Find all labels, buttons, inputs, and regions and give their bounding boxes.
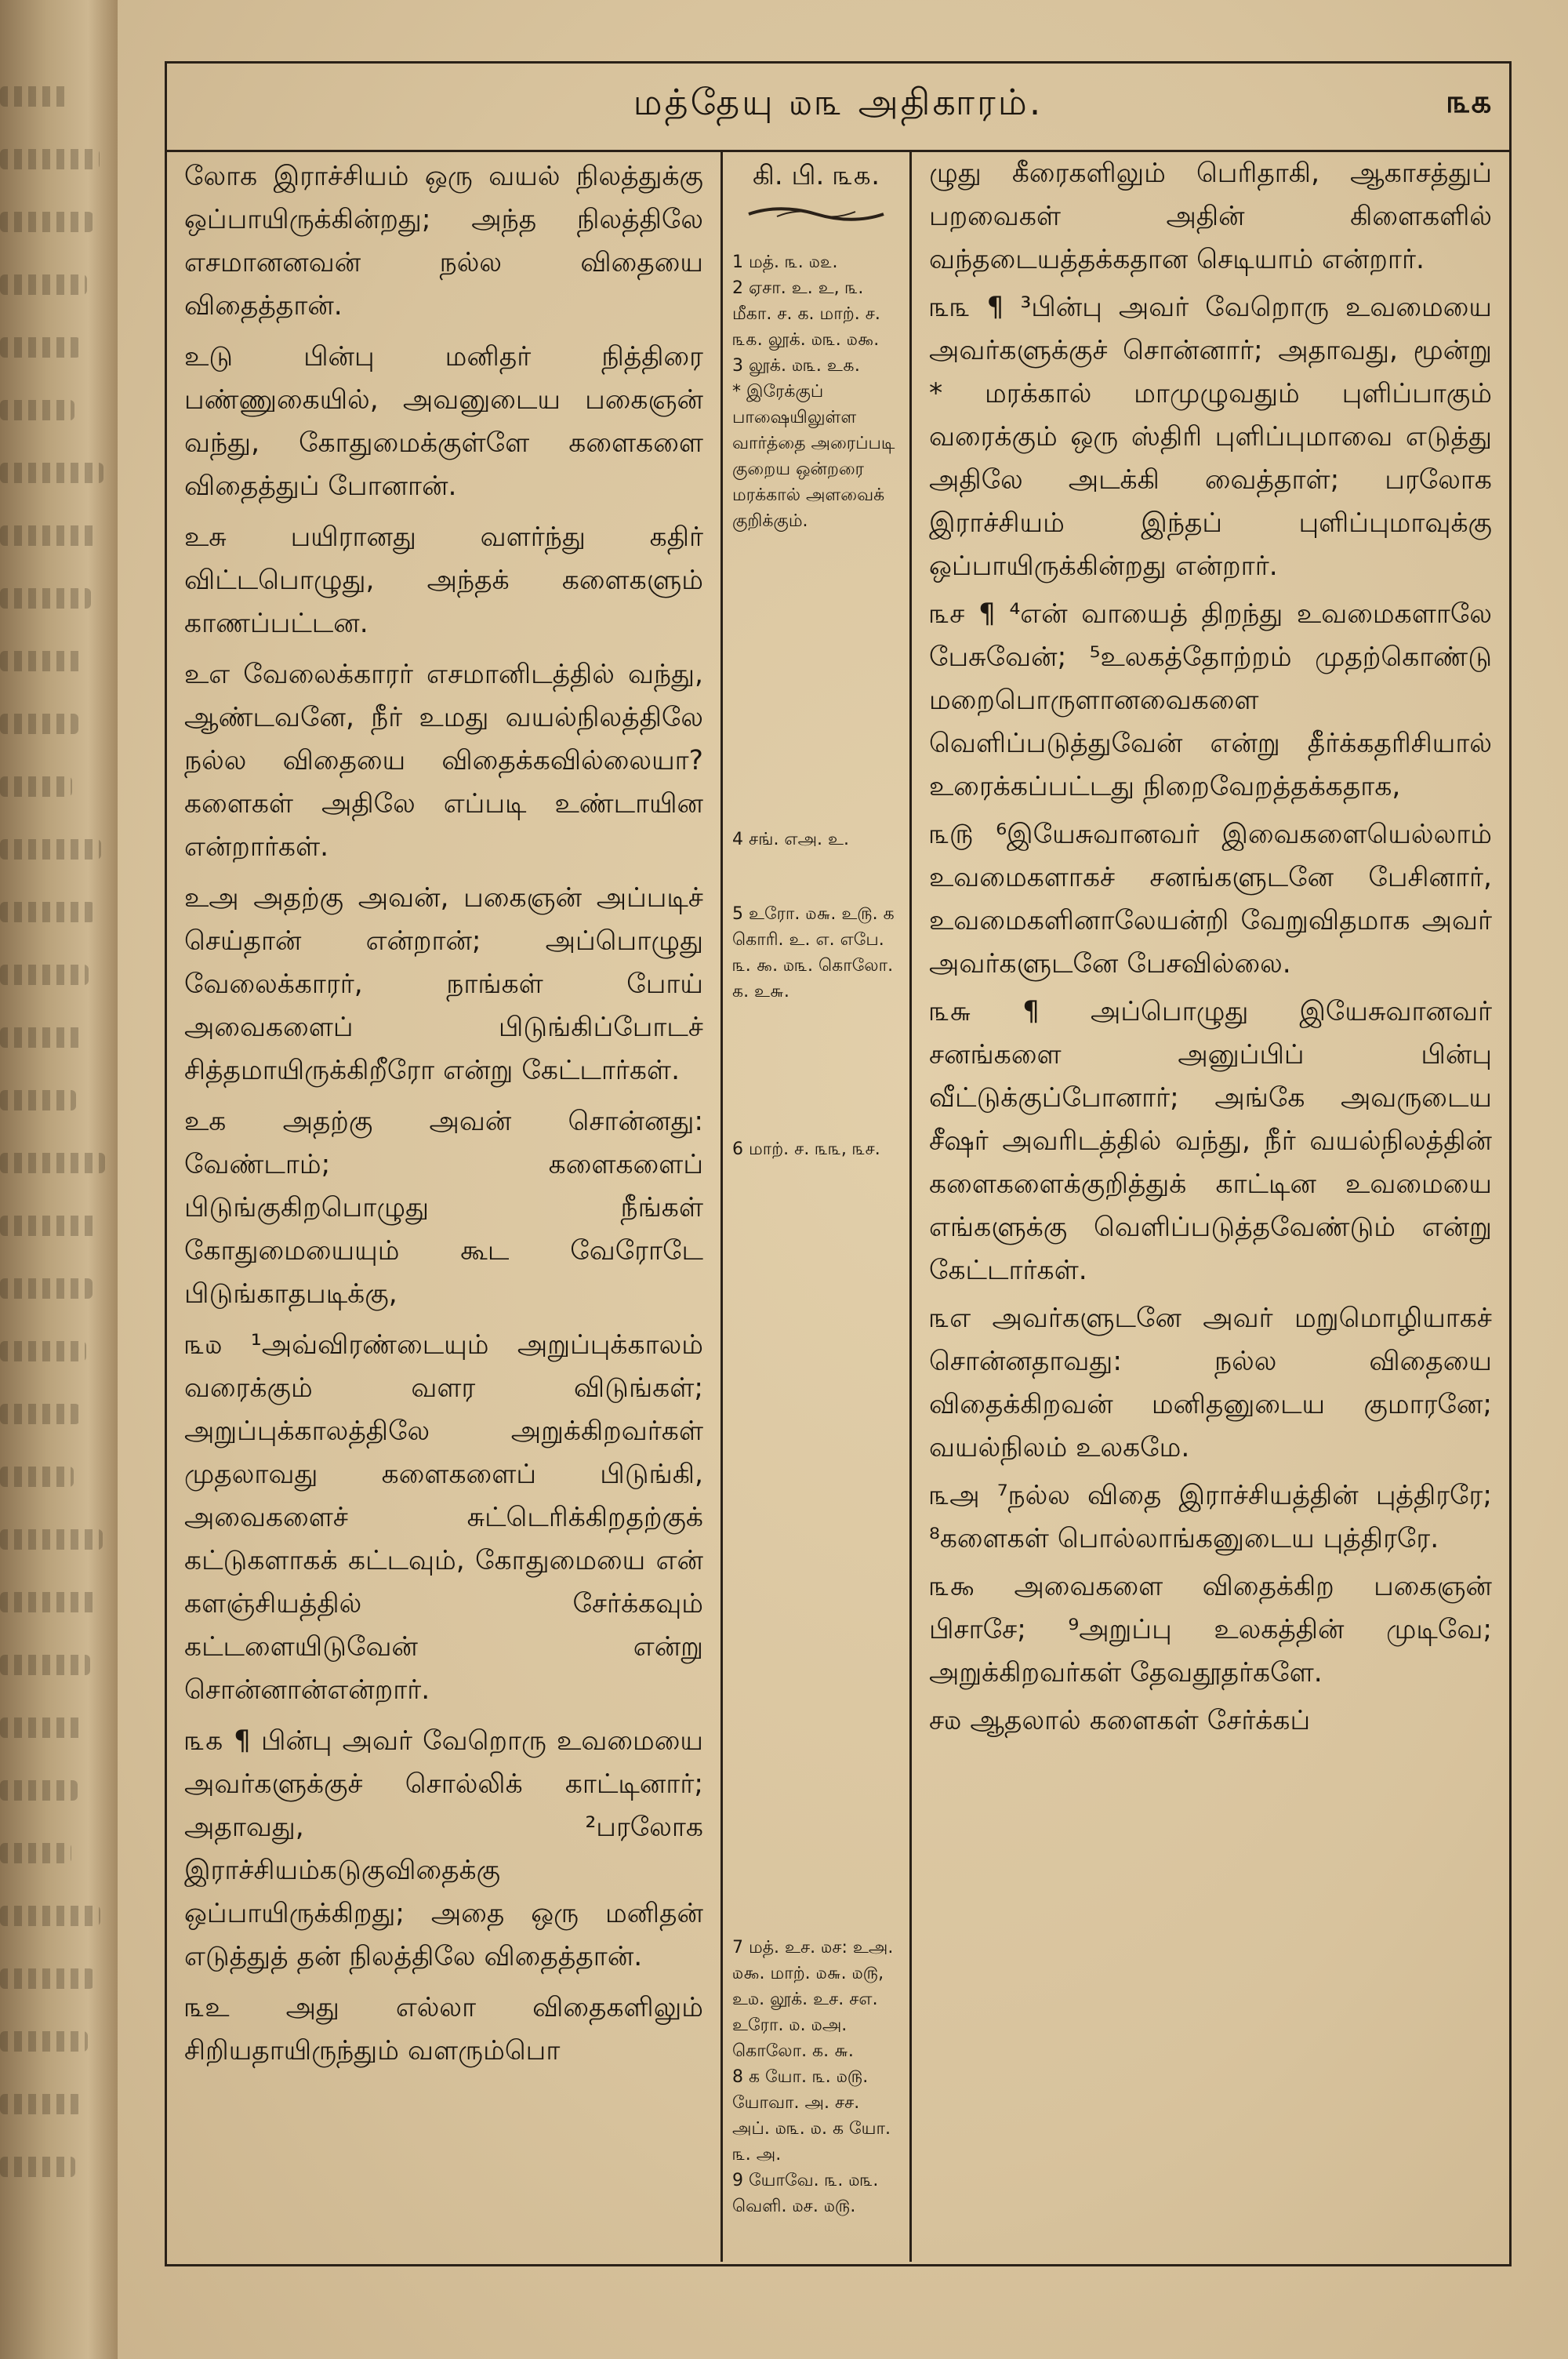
facing-page-text-line — [0, 149, 100, 169]
verse-paragraph: உக அதற்கு அவன் சொன்னது: வேண்டாம்; களைகளைப் பிடுங்குகிறபொழுது நீங்கள் கோதுமையையும் கூட வேரோடே பிடுங்காதபடிக்கு, — [184, 1106, 703, 1310]
verse-paragraph: ௩உ அது எல்லா விதைகளிலும் சிறியதாயிருந்தும் வளரும்பொ — [184, 1992, 703, 2066]
verse-paragraph: உடு பின்பு மனிதர் நித்திரை பண்ணுகையில், அவனுடைய பகைஞன் வந்து, கோதுமைக்குள்ளே களைகளை விதைத்துப் போனான். — [184, 341, 703, 502]
verse-paragraph: ௩௫ ⁶இயேசுவானவர் இவைகளையெல்லாம் உவமைகளாகச் சனங்களுடனே பேசினார், உவமைகளினாலேயன்றி வேறுவிதமாக அவர் அவர்களுடனே பேசவில்லை. — [929, 819, 1492, 980]
reference-list — [723, 249, 909, 534]
cross-reference: 3 லூக். ௰௩. உ௧. — [732, 356, 860, 376]
facing-page-text-line — [0, 1027, 82, 1048]
cross-reference: 5 உரோ. ௰௬. உ௫. க கொரி. உ. எ. எபே. ௩. ௯. ௰௩. கொலோ. க. உ௬. — [732, 904, 895, 1001]
verse-paragraph: ழுது கீரைகளிலும் பெரிதாகி, ஆகாசத்துப் பறவைகள் அதின் கிளைகளில் வந்தடையத்தக்கதான செடியாம் என்றார். — [929, 158, 1492, 275]
verse-paragraph: ௩எ அவர்களுடனே அவர் மறுமொழியாகச் சொன்னதாவது: நல்ல விதையை விதைக்கிறவன் மனிதனுடைய குமாரனே; வயல்நிலம் உலகமே. — [929, 1303, 1492, 1463]
facing-page-text-line — [0, 274, 87, 295]
right-text-column — [912, 152, 1509, 2262]
facing-page-text-line — [0, 1843, 71, 1863]
cross-reference: 7 மத். உச. ௰ச: உஅ. ௰௯. மாற். ௰௬. ௰௫, உ௰. லூக். உச. சஎ. உரோ. ௰. ௰அ. கொலோ. க. ௬. — [732, 1938, 894, 2061]
verse-paragraph: லோக இராச்சியம் ஒரு வயல் நிலத்துக்கு ஒப்பாயிருக்கின்றது; அந்த நிலத்திலே எசமானனவன் நல்ல விதையை விதைத்தான். — [184, 161, 703, 322]
cross-reference: * இரேக்குப் பாஷையிலுள்ள வார்த்தை அரைப்படி குறைய ஒன்றரை மரக்கால் அளவைக் குறிக்கும். — [732, 382, 895, 531]
facing-page-text-line — [0, 965, 89, 985]
facing-page-text-line — [0, 776, 72, 797]
verse-paragraph: ௩௧ ¶ பின்பு அவர் வேறொரு உவமையை அவர்களுக்குச் சொல்லிக் காட்டினார்; அதாவது, ²பரலோக இராச்சியம்கடுகுவிதைக்கு ஒப்பாயிருக்கிறது; அதை ஒரு மனிதன் எடுத்துத் தன் நிலத்திலே விதைத்தான். — [184, 1725, 703, 1972]
cross-reference: 4 சங். எஅ. உ. — [732, 830, 849, 849]
facing-page-text-line — [0, 1592, 96, 1612]
verse-paragraph: ௩ச ¶ ⁴என் வாயைத் திறந்து உவமைகளாலே பேசுவேன்; ⁵உலகத்தோற்றம் முதற்கொண்டு மறைபொருளானவைகளை வெளிப்படுத்துவேன் என்று தீர்க்கதரிசியால் உரைக்கப்பட்டது நிறைவேறத்தக்கதாக, — [929, 598, 1492, 802]
facing-page-text-line — [0, 651, 85, 671]
facing-page-text-line — [0, 1216, 99, 1236]
facing-page-text-line — [0, 400, 74, 420]
facing-page-text-line — [0, 1968, 94, 1989]
facing-page-text-line — [0, 2157, 75, 2177]
page-frame — [165, 61, 1512, 2266]
verse-paragraph: ௩௰ ¹அவ்விரண்டையும் அறுப்புக்காலம் வரைக்கும் வளர விடுங்கள்; அறுப்புக்காலத்திலே அறுக்கிறவர்கள் முதலாவது களைகளைப் பிடுங்கி, அவைகளைச் சுட்டெரிக்கிறதற்குக் கட்டுகளாகக் கட்டவும், கோதுமையை என் களஞ்சியத்தில் சேர்க்கவும் கட்டளையிடுவேன் என்று சொன்னான்என்றார். — [184, 1329, 703, 1706]
cross-reference: 8 க யோ. ௩. ௰௫. யோவா. அ. சச. அப். ௰௩. ௰. க யோ. ௩. அ. — [732, 2067, 891, 2165]
facing-page-text-line — [0, 2094, 82, 2114]
cross-reference: 2 ஏசா. உ. உ, ௩. மீகா. ச. க. மாற். ச. ௩௧. லூக். ௰௩. ௰௯. — [732, 278, 880, 350]
verse-paragraph: உஅ அதற்கு அவன், பகைஞன் அப்படிச் செய்தான் என்றான்; அப்பொழுது வேலைக்காரர், நாங்கள் போய் அவைகளைப் பிடுங்கிப்போடச் சித்தமாயிருக்கிறீரோ என்று கேட்டார்கள். — [184, 882, 703, 1086]
facing-page-text-line — [0, 902, 95, 922]
facing-page-text-line — [0, 1153, 105, 1173]
running-header — [167, 64, 1509, 152]
facing-page-text-line — [0, 2031, 88, 2052]
facing-page-text-line — [0, 1780, 78, 1801]
verse-paragraph: உஎ வேலைக்காரர் எசமானிடத்தில் வந்து, ஆண்டவனே, நீர் உமது வயல்நிலத்திலே நல்ல விதையை விதைக்கவில்லையா? களைகள் அதிலே எப்படி உண்டாயின என்றார்கள். — [184, 659, 703, 863]
cross-reference: 1 மத். ௩. ௰௨. — [732, 253, 838, 272]
page-title: மத்தேயு ௰௩ அதிகாரம். — [633, 81, 1044, 123]
verse-paragraph: ௩௯ அவைகளை விதைக்கிற பகைஞன் பிசாசே; ⁹அறுப்பு உலகத்தின் முடிவே; அறுக்கிறவர்கள் தேவதூதர்களே. — [929, 1571, 1492, 1688]
reference-list — [723, 1935, 909, 2219]
verse-paragraph: ச௰ ஆதலால் களைகள் சேர்க்கப் — [929, 1705, 1311, 1736]
facing-page-text-line — [0, 463, 103, 483]
facing-page-text-line — [0, 1529, 103, 1550]
facing-page-text-line — [0, 1717, 84, 1738]
verse-paragraph: ௩௩ ¶ ³பின்பு அவர் வேறொரு உவமையை அவர்களுக்குச் சொன்னார்; அதாவது, மூன்று * மரக்கால் மாமுழுவதும் புளிப்பாகும் வரைக்கும் ஒரு ஸ்திரி புளிப்புமாவை எடுத்து அதிலே அடக்கி வைத்தாள்; பரலோக இராச்சியம் இந்தப் புளிப்புமாவுக்கு ஒப்பாயிருக்கின்றது என்றார். — [929, 292, 1492, 582]
year-heading: கி. பி. ௩௧. — [752, 160, 880, 191]
facing-page-text-line — [0, 588, 91, 609]
verse-paragraph: ௩அ ⁷நல்ல விதை இராச்சியத்தின் புத்திரரே; ⁸களைகள் பொல்லாங்கனுடைய புத்திரரே. — [929, 1480, 1492, 1554]
facing-page-text-line — [0, 714, 78, 734]
facing-page-text-line — [0, 337, 81, 358]
facing-page-text-line — [0, 1278, 93, 1299]
facing-page-edge — [0, 0, 118, 2359]
verse-paragraph: ௩௬ ¶ அப்பொழுது இயேசுவானவர் சனங்களை அனுப்பிப் பின்பு வீட்டுக்குப்போனார்; அங்கே அவருடைய சீஷர் அவரிடத்தில் வந்து, நீர் வயல்நிலத்தின் களைகளைக்குறித்துக் காட்டின உவமையை எங்களுக்கு வெளிப்படுத்தவேண்டும் என்று கேட்டார்கள். — [929, 996, 1492, 1286]
facing-page-text-line — [0, 1404, 80, 1424]
facing-page-text-line — [0, 525, 97, 546]
left-text-column — [167, 152, 723, 2262]
cross-reference: 9 யோவே. ௩. ௰௩. வெளி. ௰ச. ௰௫. — [732, 2171, 879, 2216]
cross-reference: 6 மாற். ச. ௩௩, ௩ச. — [732, 1140, 880, 1159]
facing-page-text-line — [0, 86, 71, 107]
verse-paragraph: உசு பயிரானது வளர்ந்து கதிர் விட்டபொழுது, அந்தக் களைகளும் காணப்பட்டன. — [184, 522, 703, 639]
facing-page-text-line — [0, 1090, 76, 1110]
facing-page-text-line — [0, 839, 101, 860]
facing-page-text-line — [0, 1341, 86, 1361]
facing-page-text-line — [0, 1467, 74, 1487]
facing-page-text-line — [0, 1906, 100, 1926]
page-number: ௩௧ — [1446, 84, 1492, 120]
reference-column — [723, 152, 912, 2262]
flourish-ornament — [746, 205, 887, 223]
facing-page-text-line — [0, 1655, 90, 1675]
facing-page-text-line — [0, 212, 93, 232]
book-page — [118, 0, 1568, 2359]
